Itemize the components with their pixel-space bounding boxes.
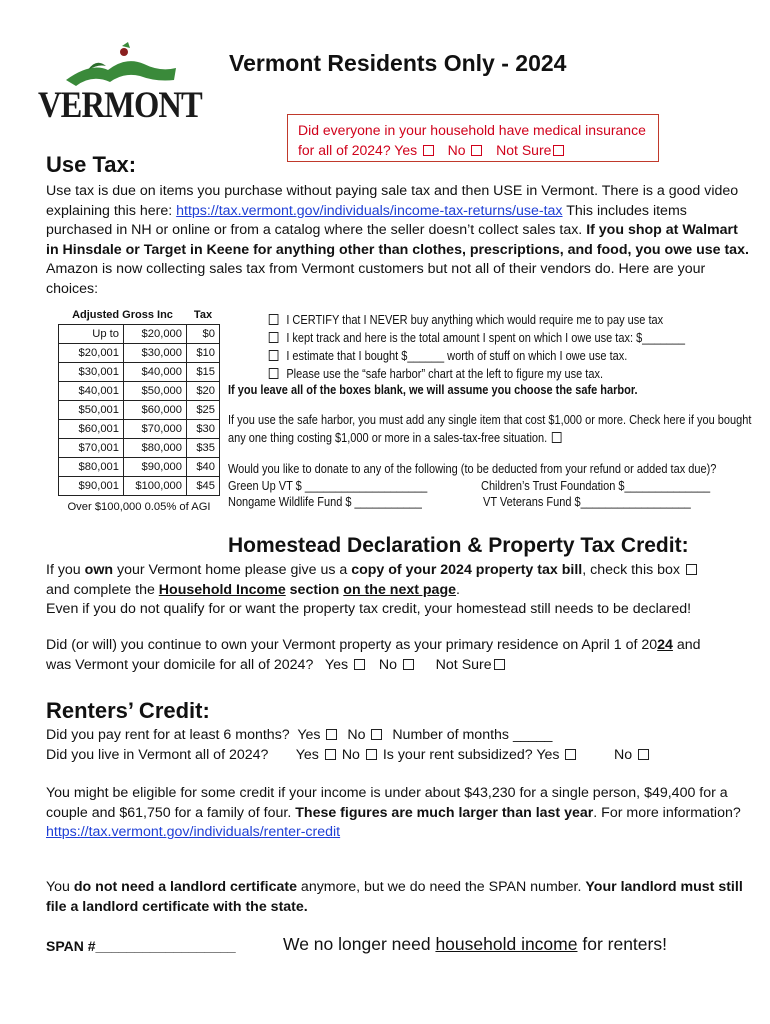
table-cell: $30 [187,420,220,439]
table-cell: $40 [187,458,220,477]
table-row [59,477,220,496]
table-cell: $100,000 [124,477,187,496]
medical-no-label: No [447,142,466,158]
table-cell: $50,001 [59,401,124,420]
rent-six-months-question: Did you pay rent for at least 6 months? [46,727,290,743]
landlord-text-1: You [46,879,74,895]
choice-3-checkbox[interactable] [269,350,279,361]
choice-4-label: Please use the “safe harbor” chart at the left to figure my use tax. [286,367,604,381]
table-cell: $40,000 [124,363,187,382]
table-row [59,382,220,401]
medical-no-checkbox[interactable] [471,145,482,156]
table-cell: $50,000 [124,382,187,401]
use-tax-link[interactable]: https://tax.vermont.gov/individuals/income-tax-returns/use-tax [176,202,563,219]
homestead-declare-note: Even if you do not qualify for or want the property tax credit, your homestead still needs to be declared! [46,601,692,617]
renters-eligibility [46,784,754,843]
use-tax-bold: If you shop at Walmart in Hinsdale or Target in Keene for anything other than clothes, prescriptions, and food, you owe use tax. [46,222,749,258]
table-cell: $60,001 [59,420,124,439]
choice-1-label: I CERTIFY that I NEVER buy anything which would require me to pay use tax [286,313,664,327]
donation-green-up[interactable]: Green Up VT $ ____________________ [228,479,428,493]
donation-vt-veterans[interactable]: VT Veterans Fund $__________________ [483,495,691,509]
choice-4-checkbox[interactable] [269,368,279,379]
homestead-residence-question [46,636,761,675]
medical-yes-checkbox[interactable] [423,145,434,156]
table-row [59,420,220,439]
table-cell: $80,000 [124,439,187,458]
use-tax-heading: Use Tax: [46,152,137,177]
table-cell: $70,001 [59,439,124,458]
table-header-tax: Tax [193,309,213,321]
homestead-text-1: If you [46,562,85,578]
medical-notsure-label: Not Sure [496,142,552,158]
table-row [59,439,220,458]
use-tax-paragraph [46,182,750,299]
single-item-checkbox[interactable] [552,432,562,443]
landlord-certificate-note [46,878,756,917]
table-cell: Up to [59,325,124,344]
domicile-notsure-checkbox[interactable] [494,659,505,670]
choice-2-label: I kept track and here is the total amount I spent on which I owe use tax: $_______ [286,331,686,345]
choice-2-checkbox[interactable] [269,332,279,343]
domicile-notsure-label: Not Sure [435,656,492,673]
choice-3-label: I estimate that I bought $______ worth of stuff on which I owe use tax. [286,349,628,363]
homestead-section: section [285,581,344,598]
homestead-period: . [456,581,460,598]
use-tax-text-1: Use tax is due on items you purchase without paying sale tax and then USE in Vermont. There is a good video explaining this here: [46,183,739,219]
table-cell: $80,001 [59,458,124,477]
table-cell: $10 [187,344,220,363]
safe-harbor-table [58,306,220,516]
table-cell: $20,001 [59,344,124,363]
choice-1-checkbox[interactable] [269,314,279,325]
donation-question: Would you like to donate to any of the following (to be deducted from your refund or added tax due)? [228,462,717,476]
table-cell: $70,000 [124,420,187,439]
table-cell: $20 [187,382,220,401]
renters-questions [46,726,756,765]
residence-year: 24 [657,637,673,653]
table-cell: $25 [187,401,220,420]
homestead-text-3: , check this box [582,562,681,578]
table-cell: $60,000 [124,401,187,420]
lived-in-vt-question: Did you live in Vermont all of 2024? [46,746,269,763]
table-row [59,458,220,477]
rent-no-label: No [347,727,366,743]
table-cell: $35 [187,439,220,458]
lived-no-checkbox[interactable] [366,749,377,760]
homestead-checkbox[interactable] [686,564,697,575]
table-cell: $40,001 [59,382,124,401]
span-number-field[interactable]: SPAN #__________________ [46,938,236,954]
homestead-text-2: your Vermont home please give us a [113,562,352,578]
lived-yes-checkbox[interactable] [325,749,336,760]
donation-childrens-trust[interactable]: Children’s Trust Foundation $______________ [481,479,711,493]
span-note-household-income: household income [435,934,578,954]
table-row [59,344,220,363]
table-cell: $0 [187,325,220,344]
table-cell: $45 [187,477,220,496]
domicile-no-checkbox[interactable] [403,659,414,670]
residence-text-2: and [672,637,701,653]
homestead-heading: Homestead Declaration & Property Tax Credit: [228,534,689,557]
blank-boxes-note: If you leave all of the boxes blank, we will assume you choose the safe harbor. [228,383,638,397]
medical-notsure-checkbox[interactable] [553,145,564,156]
number-of-months-field[interactable]: Number of months _____ [392,727,553,743]
table-cell: $90,000 [124,458,187,477]
logo-text: VERMONT [38,85,202,126]
page-title: Vermont Residents Only - 2024 [229,50,567,76]
homestead-own: own [84,562,114,578]
use-tax-text-3: Amazon is now collecting sales tax from Vermont customers but not all of their vendors do. Here are your choices: [46,261,706,297]
domicile-yes-label: Yes [324,656,349,673]
table-row [59,363,220,382]
table-cell: $20,000 [124,325,187,344]
eligibility-text-1: You might be eligible for some credit if your income is under about $43,230 for a single person, $49,400 for a couple and $61,750 for a family of four. [46,785,728,821]
landlord-text-2: anymore, but we do need the SPAN number. [296,879,586,895]
medical-question: Did everyone in your household have medical insurance for all of 2024? [298,122,646,158]
domicile-question: was Vermont your domicile for all of 2024? [46,656,314,673]
landlord-bold-2: Your landlord must still file a landlord certificate with the state. [46,879,743,915]
subsidized-yes-checkbox[interactable] [565,749,576,760]
lived-yes-label: Yes [295,746,319,763]
table-header-income: Adjusted Gross Inc [72,309,173,321]
table-cell: $30,000 [124,344,187,363]
rent-no-checkbox[interactable] [371,729,382,740]
homestead-copy-bill: copy of your 2024 property tax bill [351,562,583,578]
table-footer: Over $100,000 0.05% of AGI [67,501,211,513]
domicile-yes-checkbox[interactable] [354,659,365,670]
medical-insurance-box [287,114,659,162]
span-note-text-2: for renters! [577,934,667,954]
homestead-next-page: on the next page [343,581,457,598]
eligibility-bold: These figures are much larger than last year [295,804,594,821]
rent-yes-checkbox[interactable] [326,729,337,740]
renters-heading: Renters’ Credit: [46,698,210,723]
donation-nongame-wildlife[interactable]: Nongame Wildlife Fund $ ___________ [228,495,422,509]
subsidized-question: Is your rent subsidized? Yes [382,746,560,763]
safe-harbor-text: If you use the safe harbor, you must add any single item that cost $1,000 or more. Check here if you bought any one thing costing $1,000 or more in a sales-tax-free situation. [228,413,752,445]
safe-harbor-note [228,411,756,447]
span-note [283,934,667,955]
eligibility-text-2: . For more information? [593,804,741,821]
table-row [59,401,220,420]
homestead-text-4: and complete the [46,581,159,598]
table-cell: $30,001 [59,363,124,382]
homestead-household-income: Household Income [158,581,286,598]
residence-text-1: Did (or will) you continue to own your Vermont property as your primary residence on April 1 of 20 [46,637,658,653]
renter-credit-link[interactable]: https://tax.vermont.gov/individuals/renter-credit [46,824,341,840]
use-tax-choices [267,311,733,383]
subsidized-no-label: No [613,746,633,763]
landlord-bold-1: do not need a landlord certificate [73,879,297,895]
homestead-paragraph [46,561,756,620]
domicile-no-label: No [378,656,397,673]
table-row [59,325,220,344]
rent-yes-label: Yes [297,727,321,743]
lived-no-label: No [341,746,360,763]
medical-yes-label: Yes [394,142,418,158]
subsidized-no-checkbox[interactable] [638,749,649,760]
table-cell: $90,001 [59,477,124,496]
span-note-text-1: We no longer need [283,934,436,954]
table-cell: $15 [187,363,220,382]
use-tax-text-2: This includes items purchased in NH or online or from a catalog where the seller doesn’t collect sales tax. [46,202,687,238]
